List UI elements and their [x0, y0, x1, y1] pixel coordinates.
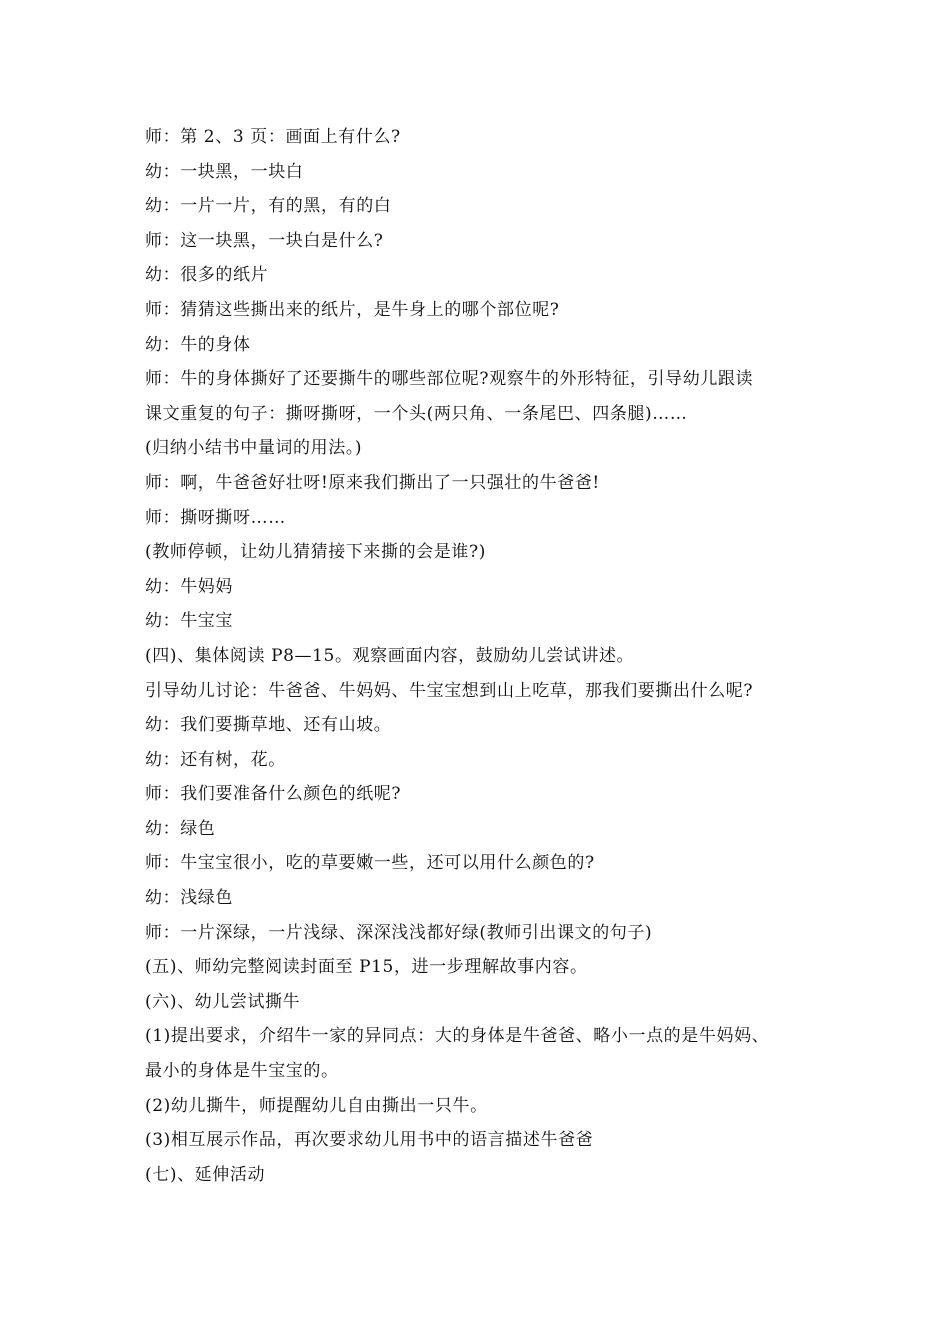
text-line: 幼：一块黑，一块白	[145, 161, 304, 182]
text-line: 幼：一片一片，有的黑，有的白	[145, 196, 392, 217]
text-line: 幼：绿色	[145, 818, 216, 839]
text-line: 师：牛的身体撕好了还要撕牛的哪些部位呢?观察牛的外形特征，引导幼儿跟读	[145, 369, 754, 390]
text-line: 师：第 2、3 页：画面上有什么?	[145, 127, 401, 147]
text-line: (六)、幼儿尝试撕牛	[145, 991, 301, 1012]
text-line: (1)提出要求，介绍牛一家的异同点：大的身体是牛爸爸、略小一点的是牛妈妈、	[145, 1026, 770, 1047]
text-line: 师：猜猜这些撕出来的纸片，是牛身上的哪个部位呢?	[145, 299, 560, 320]
text-line: 引导幼儿讨论：牛爸爸、牛妈妈、牛宝宝想到山上吃草，那我们要撕出什么呢?	[145, 680, 754, 701]
text-line: 幼：牛妈妈	[145, 576, 233, 597]
text-line: 师：啊，牛爸爸好壮呀!原来我们撕出了一只强壮的牛爸爸!	[145, 472, 600, 493]
text-line: 幼：牛宝宝	[145, 611, 233, 632]
text-line: 师：我们要准备什么颜色的纸呢?	[145, 784, 402, 805]
document-body	[145, 120, 825, 1192]
text-line: 幼：浅绿色	[145, 888, 233, 909]
text-line: 最小的身体是牛宝宝的。	[145, 1061, 339, 1082]
text-line: (3)相互展示作品，再次要求幼儿用书中的语言描述牛爸爸	[145, 1130, 594, 1151]
text-line: 师：牛宝宝很小，吃的草要嫩一些，还可以用什么颜色的?	[145, 853, 595, 874]
text-line: (归纳小结书中量词的用法。)	[145, 438, 363, 459]
text-line: 幼：很多的纸片	[145, 265, 269, 286]
text-line: 幼：我们要撕草地、还有山坡。	[145, 715, 392, 736]
text-line: 课文重复的句子：撕呀撕呀，一个头(两只角、一条尾巴、四条腿)……	[145, 403, 688, 424]
text-line: (教师停顿，让幼儿猜猜接下来撕的会是谁?)	[145, 542, 486, 563]
text-line: 幼：还有树，花。	[145, 749, 286, 770]
text-line: (五)、师幼完整阅读封面至 P15，进一步理解故事内容。	[145, 957, 588, 978]
text-line: 师：这一块黑，一块白是什么?	[145, 230, 384, 251]
text-line: 师：一片深绿，一片浅绿、深深浅浅都好绿(教师引出课文的句子)	[145, 922, 653, 943]
text-line: (2)幼儿撕牛，师提醒幼儿自由撕出一只牛。	[145, 1095, 488, 1116]
text-line: (七)、延伸活动	[145, 1164, 266, 1185]
text-line: (四)、集体阅读 P8—15。观察画面内容，鼓励幼儿尝试讲述。	[145, 645, 635, 666]
text-line: 师：撕呀撕呀……	[145, 507, 286, 528]
text-line: 幼：牛的身体	[145, 334, 251, 355]
